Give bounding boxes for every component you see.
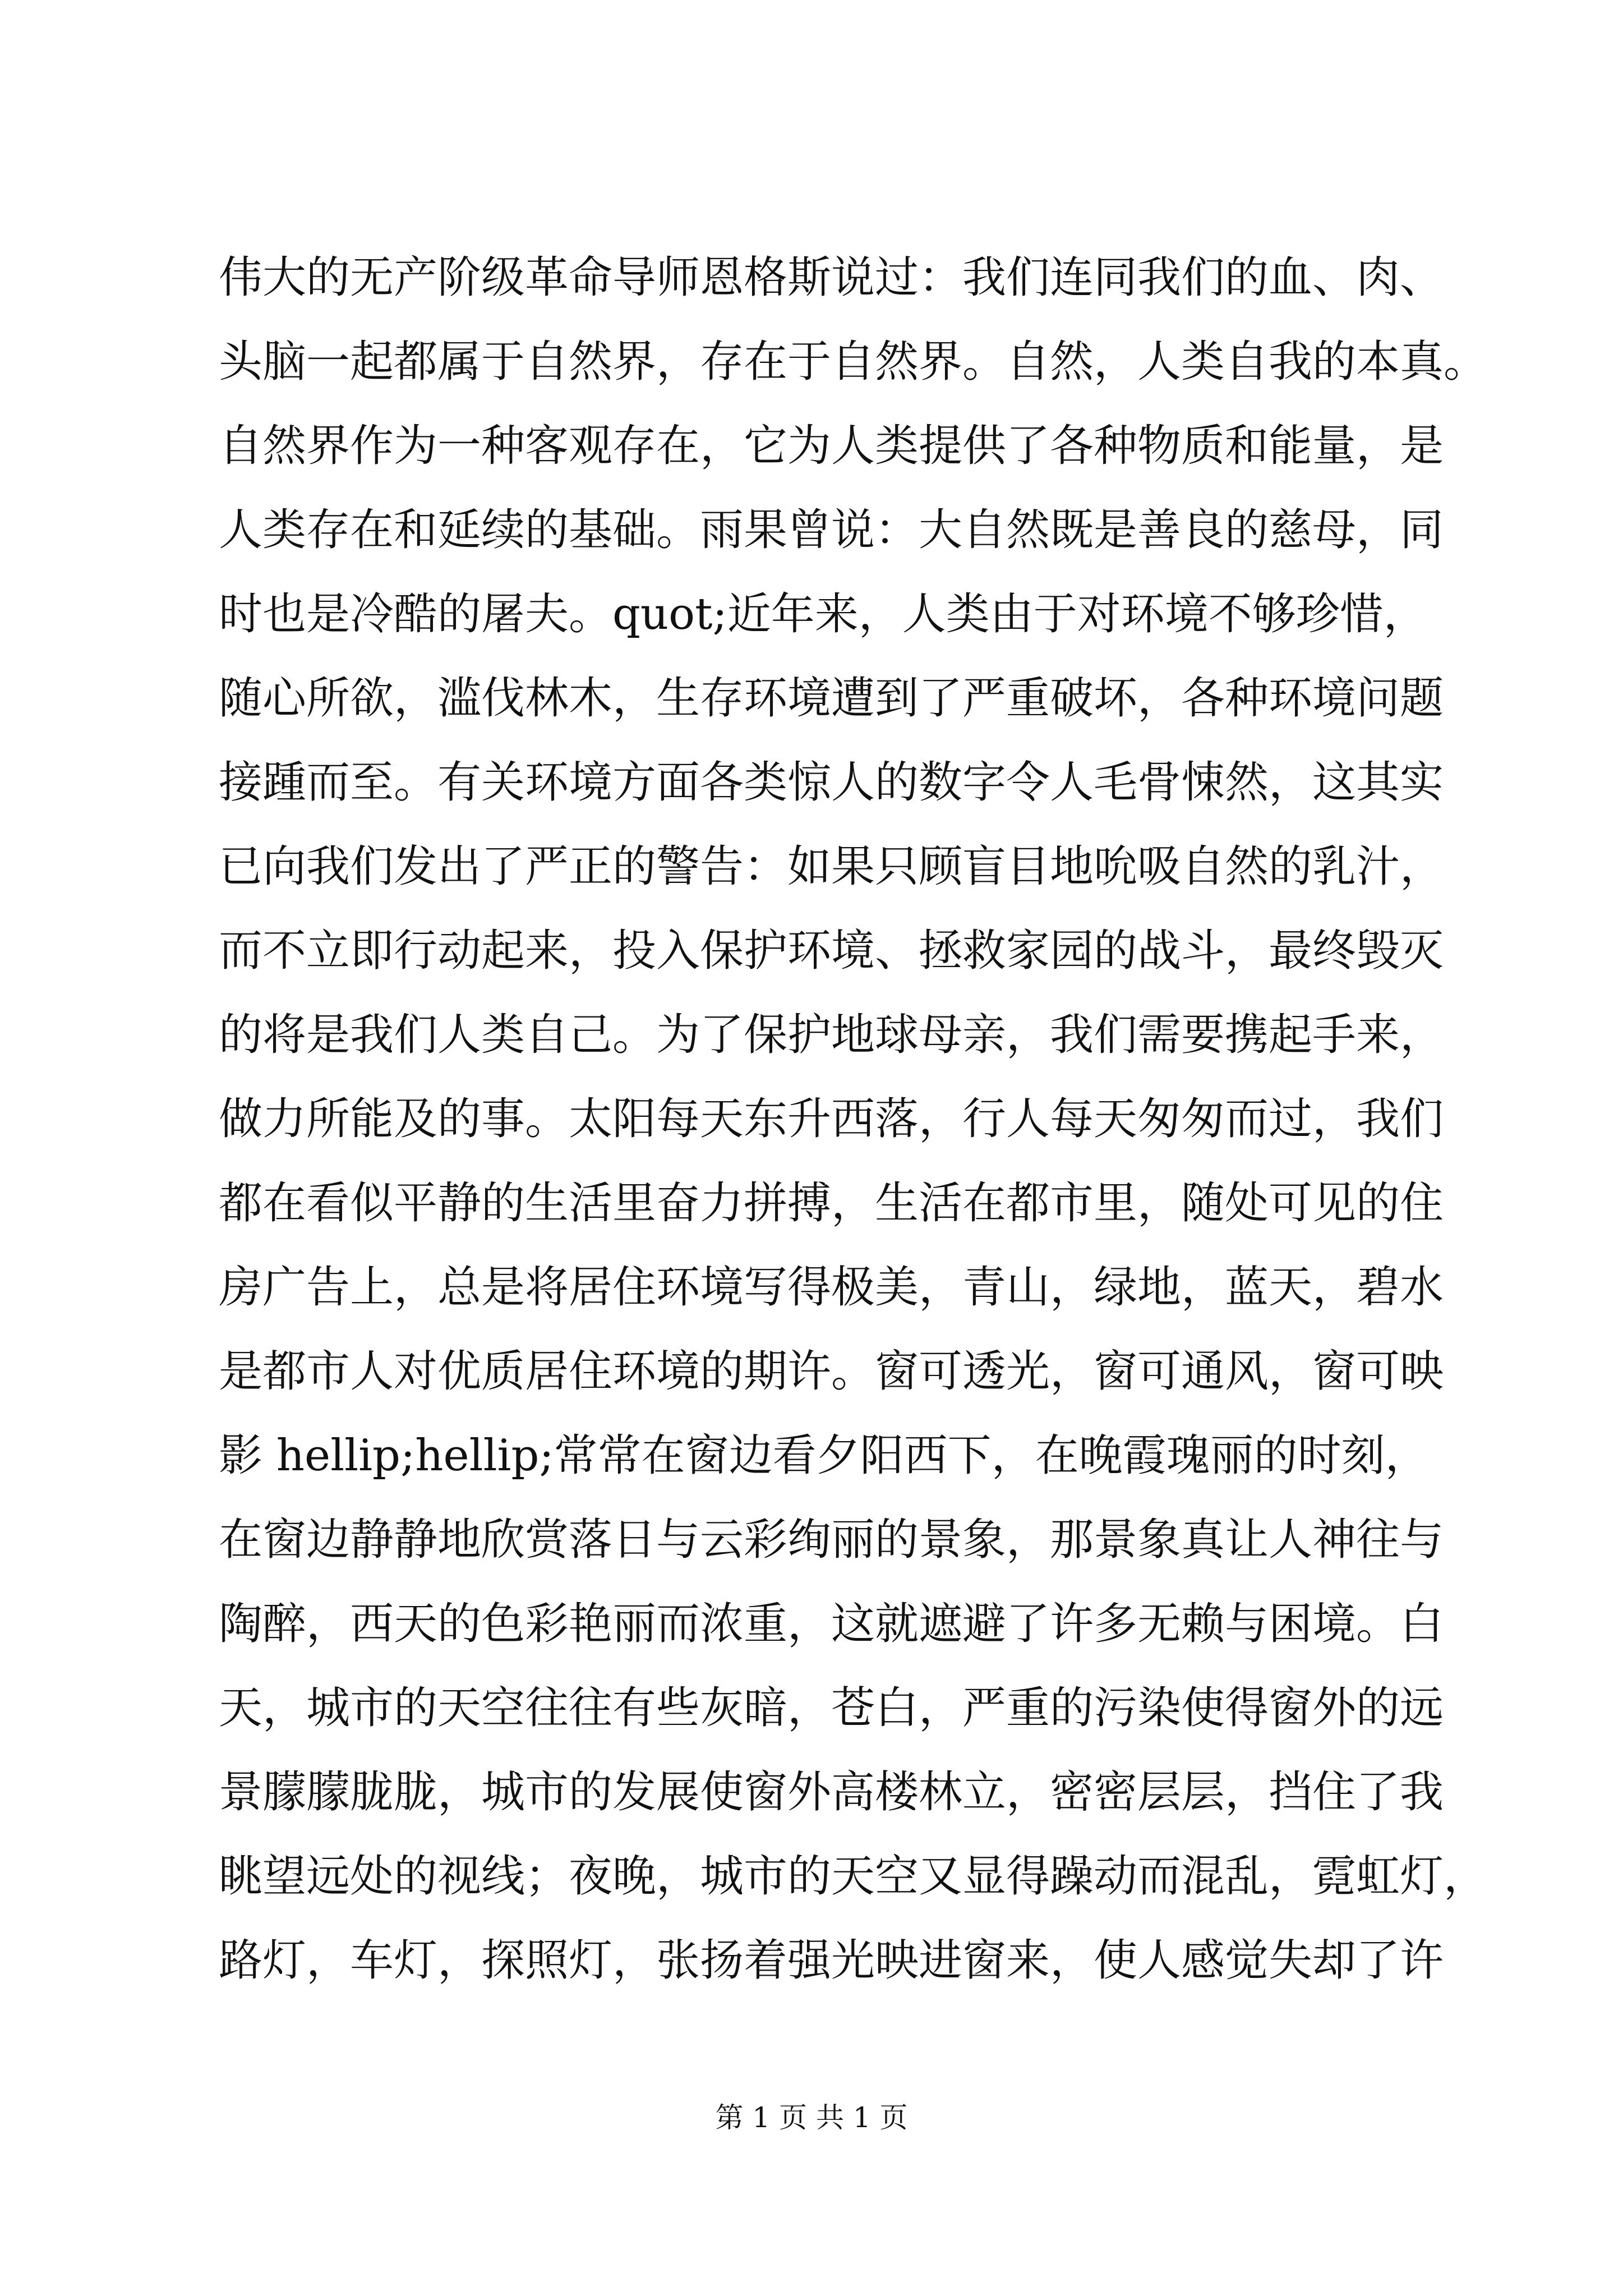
text-line: 时也是冷酷的屠夫。quot;近年来，人类由于对环境不够珍惜， bbox=[219, 589, 1427, 639]
text-line: 的将是我们人类自己。为了保护地球母亲，我们需要携起手来， bbox=[219, 1010, 1444, 1060]
text-line: 眺望远处的视线；夜晚，城市的天空又显得躁动而混乱，霓虹灯， bbox=[219, 1851, 1488, 1902]
text-line: 人类存在和延续的基础。雨果曾说：大自然既是善良的慈母，同 bbox=[219, 505, 1444, 555]
text-line: 伟大的无产阶级革命导师恩格斯说过：我们连同我们的血、肉、 bbox=[219, 252, 1444, 303]
text-line: 都在看似平静的生活里奋力拼搏，生活在都市里，随处可见的住 bbox=[219, 1178, 1444, 1228]
text-line: 天，城市的天空往往有些灰暗，苍白，严重的污染使得窗外的远 bbox=[219, 1683, 1444, 1733]
text-line: 而不立即行动起来，投入保护环境、拯救家园的战斗，最终毁灭 bbox=[219, 926, 1444, 976]
text-line: 自然界作为一种客观存在，它为人类提供了各种物质和能量，是 bbox=[219, 421, 1444, 471]
text-line: 陶醉，西天的色彩艳丽而浓重，这就遮避了许多无赖与困境。白 bbox=[219, 1599, 1444, 1649]
text-line: 房广告上，总是将居住环境写得极美，青山，绿地，蓝天，碧水 bbox=[219, 1262, 1444, 1313]
text-line: 是都市人对优质居住环境的期许。窗可透光，窗可通风，窗可映 bbox=[219, 1346, 1444, 1397]
text-line: 景朦朦胧胧，城市的发展使窗外高楼林立，密密层层，挡住了我 bbox=[219, 1767, 1444, 1818]
text-line: 已向我们发出了严正的警告：如果只顾盲目地吮吸自然的乳汁， bbox=[219, 841, 1444, 892]
text-line: 接踵而至。有关环境方面各类惊人的数字令人毛骨悚然，这其实 bbox=[219, 757, 1444, 808]
text-line: 随心所欲，滥伐林木，生存环境遭到了严重破坏，各种环境问题 bbox=[219, 673, 1444, 724]
text-line: 影 hellip;hellip;常常在窗边看夕阳西下，在晚霞瑰丽的时刻， bbox=[219, 1430, 1429, 1481]
text-line: 做力所能及的事。太阳每天东升西落，行人每天匆匆而过，我们 bbox=[219, 1094, 1444, 1144]
page-number-footer: 第 1 页 共 1 页 bbox=[715, 2101, 908, 2134]
text-line: 路灯，车灯，探照灯，张扬着强光映进窗来，使人感觉失却了许 bbox=[219, 1935, 1444, 1986]
text-line: 在窗边静静地欣赏落日与云彩绚丽的景象，那景象真让人神往与 bbox=[219, 1515, 1444, 1565]
body-text bbox=[219, 236, 1488, 2003]
text-line: 头脑一起都属于自然界，存在于自然界。自然，人类自我的本真。 bbox=[219, 337, 1488, 387]
